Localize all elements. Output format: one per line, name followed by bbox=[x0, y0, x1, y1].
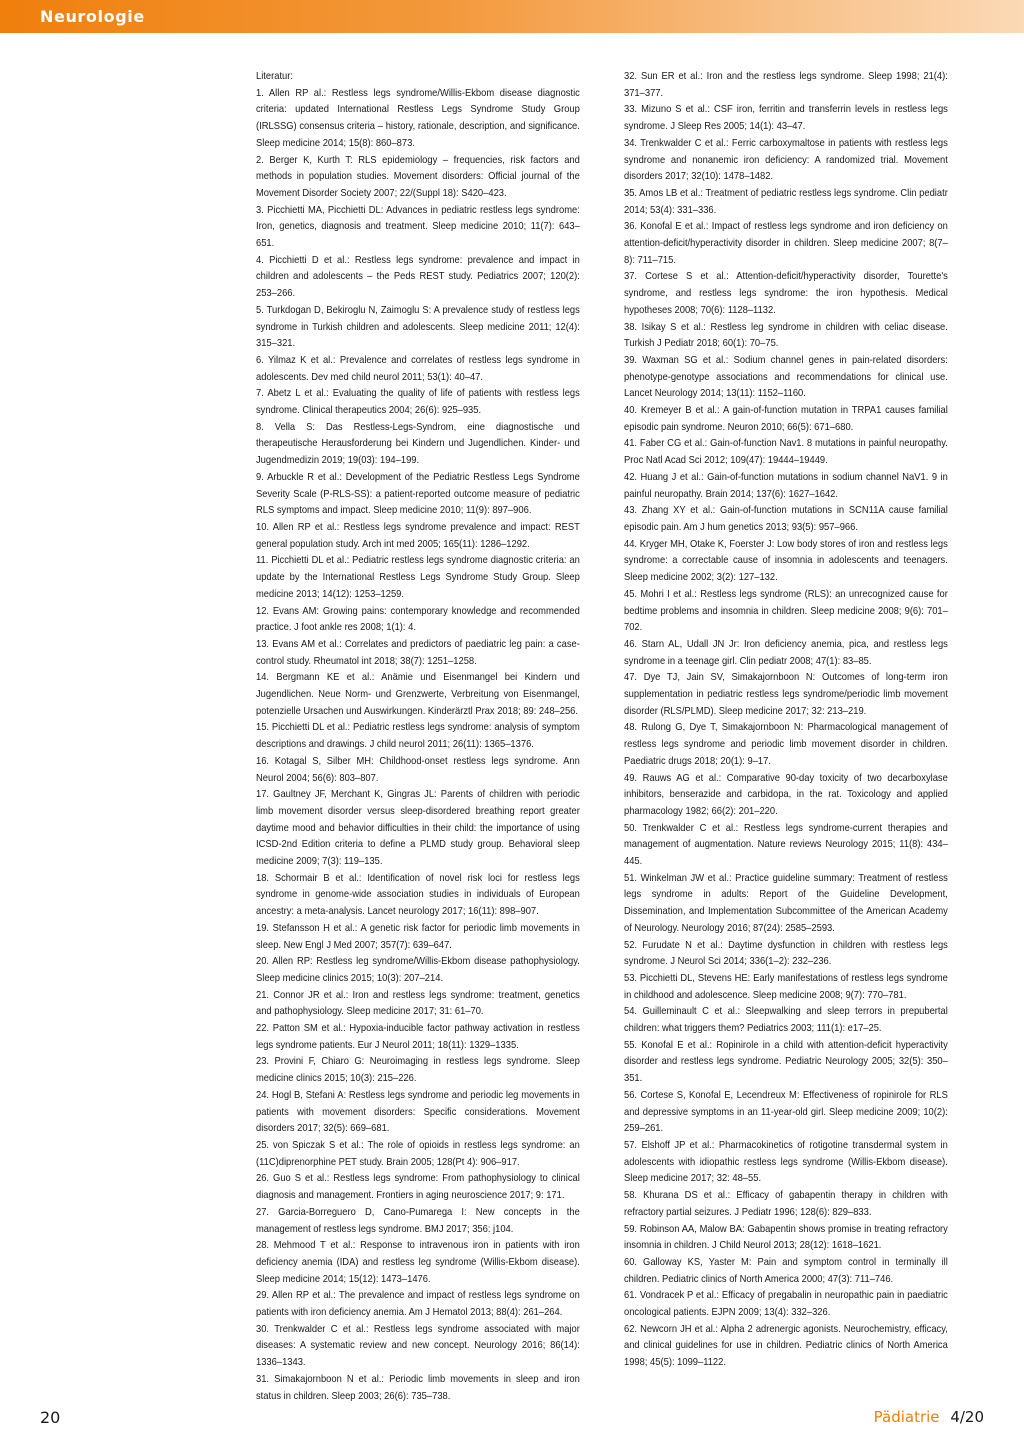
reference-item: 51. Winkelman JW et al.: Practice guideline summary: Treatment of restless legs syndrome in adults: Report of the Guideline Development, Dissemination, and Implementation Subcommittee of the American Academy of Neurology. Neurology 2016; 87(24): 2585–2593. bbox=[624, 872, 948, 934]
reference-item: 25. von Spiczak S et al.: The role of opioids in restless legs syndrome: an (11C)diprenorphine PET study. Brain 2005; 128(Pt 4): 906–917. bbox=[256, 1140, 580, 1168]
reference-item: 30. Trenkwalder C et al.: Restless legs syndrome associated with major diseases: A systematic review and new concept. Neurology 2016; 86(14): 1336–1343. bbox=[256, 1323, 580, 1369]
reference-item: 29. Allen RP et al.: The prevalence and impact of restless legs syndrome on patients with iron deficiency anemia. Am J Hematol 2013; 88(4): 261–264. bbox=[256, 1290, 580, 1319]
reference-item: 18. Schormair B et al.: Identification of novel risk loci for restless legs syndrome in genome-wide association studies in individuals of European ancestry: a meta-analysis. Lancet neurology 2017; 16(11): 898–907. bbox=[256, 872, 580, 918]
reference-item: 23. Provini F, Chiaro G: Neuroimaging in restless legs syndrome. Sleep medicine clinics 2015; 10(3): 215–226. bbox=[256, 1056, 580, 1085]
reference-item: 13. Evans AM et al.: Correlates and predictors of paediatric leg pain: a case-control study. Rheumatol int 2018; 38(7): 1251–1258. bbox=[256, 638, 580, 667]
reference-item: 37. Cortese S et al.: Attention-deficit/hyperactivity disorder, Tourette's syndrome, and restless legs syndrome: the iron hypothesis. Medical hypotheses 2008; 70(6): 1128–1132. bbox=[624, 271, 948, 316]
reference-item: 3. Picchietti MA, Picchietti DL: Advances in pediatric restless legs syndrome: Iron, genetics, diagnosis and treatment. Sleep medicine 2010; 11(7): 643–651. bbox=[256, 204, 580, 250]
reference-item: 36. Konofal E et al.: Impact of restless legs syndrome and iron deficiency on attention-deficit/hyperactivity disorder in children. Sleep medicine 2007; 8(7–8): 711–715. bbox=[624, 221, 948, 266]
reference-item: 21. Connor JR et al.: Iron and restless legs syndrome: treatment, genetics and pathophysiology. Sleep medicine 2017; 31: 61–70. bbox=[256, 989, 580, 1018]
reference-item: 27. Garcia-Borreguero D, Cano-Pumarega I: New concepts in the management of restless legs syndrome. BMJ 2017; 356: j104. bbox=[256, 1206, 580, 1235]
section-title: Neurologie bbox=[40, 7, 145, 26]
issue-number: 4/20 bbox=[950, 1408, 984, 1426]
reference-item: 31. Simakajornboon N et al.: Periodic limb movements in sleep and iron status in children. Sleep 2003; 26(6): 735–738. bbox=[256, 1373, 580, 1402]
reference-item: 9. Arbuckle R et al.: Development of the Pediatric Restless Legs Syndrome Severity Scale (P-RLS-SS): a patient-reported outcome measure of pediatric RLS symptoms and impact. Sleep medicine 2010; 11(9): 897–906. bbox=[256, 471, 580, 517]
reference-item: 34. Trenkwalder C et al.: Ferric carboxymaltose in patients with restless legs syndrome and nonanemic iron deficiency: A randomized trial. Movement disorders 2017; 32(10): 1478–1482. bbox=[624, 137, 948, 183]
reference-item: 32. Sun ER et al.: Iron and the restless legs syndrome. Sleep 1998; 21(4): 371–377. bbox=[624, 71, 948, 99]
reference-item: 59. Robinson AA, Malow BA: Gabapentin shows promise in treating refractory insomnia in children. J Child Neurol 2013; 28(12): 1618–1621. bbox=[624, 1223, 948, 1252]
reference-item: 49. Rauws AG et al.: Comparative 90-day toxicity of two decarboxylase inhibitors, benserazide and carbidopa, in the rat. Toxicology and applied pharmacology 1982; 66(2): 201–220. bbox=[624, 772, 948, 817]
reference-item: 57. Elshoff JP et al.: Pharmacokinetics of rotigotine transdermal system in adolescents with idiopathic restless legs syndrome (Willis-Ekbom disease). Sleep medicine 2017; 32: 48–55. bbox=[624, 1140, 948, 1185]
references-column-left bbox=[256, 69, 580, 1405]
reference-item: 6. Yilmaz K et al.: Prevalence and correlates of restless legs syndrome in adolescents. Dev med child neurol 2011; 53(1): 40–47. bbox=[256, 354, 580, 383]
reference-item: 60. Galloway KS, Yaster M: Pain and symptom control in terminally ill children. Pediatric clinics of North America 2000; 47(3): 711–746. bbox=[624, 1256, 948, 1285]
reference-item: 8. Vella S: Das Restless-Legs-Syndrom, eine diagnostische und therapeutische Herausforderung bei Kindern und Jugendlichen. Kinder- und Jugendmedizin 2019; 19(03): 194–199. bbox=[256, 421, 580, 467]
reference-item: 11. Picchietti DL et al.: Pediatric restless legs syndrome diagnostic criteria: an update by the International Restless Legs Syndrome Study Group. Sleep medicine 2013; 14(12): 1253–1259. bbox=[256, 555, 580, 600]
reference-item: 54. Guilleminault C et al.: Sleepwalking and sleep terrors in prepubertal children: what triggers them? Pediatrics 2003; 111(1): e17–25. bbox=[624, 1006, 948, 1035]
reference-item: 53. Picchietti DL, Stevens HE: Early manifestations of restless legs syndrome in childhood and adolescence. Sleep medicine 2008; 9(7): 770–781. bbox=[624, 972, 948, 1001]
reference-item: 48. Rulong G, Dye T, Simakajornboon N: Pharmacological management of restless legs syndrome and periodic limb movement disorder in children. Paediatric drugs 2018; 20(1): 9–17. bbox=[624, 722, 948, 767]
reference-item: 42. Huang J et al.: Gain-of-function mutations in sodium channel NaV1. 9 in painful neuropathy. Brain 2014; 137(6): 1627–1642. bbox=[624, 471, 948, 500]
reference-item: 58. Khurana DS et al.: Efficacy of gabapentin therapy in children with refractory partial seizures. J Pediatr 1996; 128(6): 829–833. bbox=[624, 1190, 948, 1218]
reference-item: 4. Picchietti D et al.: Restless legs syndrome: prevalence and impact in children and adolescents – the Peds REST study. Pediatrics 2007; 120(2): 253–266. bbox=[256, 254, 580, 300]
reference-item: 47. Dye TJ, Jain SV, Simakajornboon N: Outcomes of long-term iron supplementation in pediatric restless legs syndrome/periodic limb movement disorder (RLS/PLMD). Sleep medicine 2017; 32: 213–219. bbox=[624, 672, 948, 717]
reference-item: 7. Abetz L et al.: Evaluating the quality of life of patients with restless legs syndrome. Clinical therapeutics 2004; 26(6): 925–935. bbox=[256, 388, 580, 417]
reference-item: 33. Mizuno S et al.: CSF iron, ferritin and transferrin levels in restless legs syndrome. J Sleep Res 2005; 14(1): 43–47. bbox=[624, 104, 948, 133]
reference-item: 52. Furudate N et al.: Daytime dysfunction in children with restless legs syndrome. J Neurol Sci 2014; 336(1–2): 232–236. bbox=[624, 939, 948, 968]
reference-item: 50. Trenkwalder C et al.: Restless legs syndrome-current therapies and management of augmentation. Nature reviews Neurology 2015; 11(8): 434–445. bbox=[624, 822, 948, 868]
reference-item: 28. Mehmood T et al.: Response to intravenous iron in patients with iron deficiency anemia (IDA) and restless leg syndrome (Willis-Ekbom disease). Sleep medicine 2014; 15(12): 1473–1476. bbox=[256, 1240, 580, 1285]
reference-item: 17. Gaultney JF, Merchant K, Gingras JL: Parents of children with periodic limb movement disorder versus sleep-disordered breathing report greater daytime mood and behavior difficulties in their child: the importance of using ICSD-2nd Edition criteria to define a PLMD study group. Behavioral sleep medicine 2009; 7(3): 119–135. bbox=[256, 789, 580, 868]
reference-item: 38. Isikay S et al.: Restless leg syndrome in children with celiac disease. Turkish J Pediatr 2018; 60(1): 70–75. bbox=[624, 321, 948, 350]
reference-item: 20. Allen RP: Restless leg syndrome/Willis-Ekbom disease pathophysiology. Sleep medicine clinics 2015; 10(3): 207–214. bbox=[256, 956, 580, 984]
reference-item: 24. Hogl B, Stefani A: Restless legs syndrome and periodic leg movements in patients with movement disorders: Specific considerations. Movement disorders 2017; 32(5): 669–681. bbox=[256, 1089, 580, 1135]
reference-item: 55. Konofal E et al.: Ropinirole in a child with attention-deficit hyperactivity disorder and restless legs syndrome. Pediatric Neurology 2005; 32(5): 350–351. bbox=[624, 1039, 948, 1085]
reference-item: 1. Allen RP al.: Restless legs syndrome/Willis-Ekbom disease diagnostic criteria: updated International Restless Legs Syndrome Study Group (IRLSSG) consensus criteria – history, rationale, description, and significance. Sleep medicine 2014; 15(8): 860–873. bbox=[256, 87, 580, 149]
reference-item: 61. Vondracek P et al.: Efficacy of pregabalin in neuropathic pain in paediatric oncological patients. EJPN 2009; 13(4): 332–326. bbox=[624, 1290, 948, 1319]
reference-item: 14. Bergmann KE et al.: Anämie und Eisenmangel bei Kindern und Jugendlichen. Neue Norm- und Grenzwerte, Verbreitung von Eisenmangel, potenzielle Ursachen und Auswirkungen. Kinderärztl Prax 2018; 89: 248–256. bbox=[256, 672, 580, 717]
page-number: 20 bbox=[40, 1408, 61, 1427]
reference-item: 40. Kremeyer B et al.: A gain-of-function mutation in TRPA1 causes familial episodic pain syndrome. Neuron 2010; 66(5): 671–680. bbox=[624, 405, 948, 433]
references-column-right bbox=[624, 69, 948, 1372]
magazine-name: Pädiatrie bbox=[873, 1408, 940, 1426]
reference-item: 15. Picchietti DL et al.: Pediatric restless legs syndrome: analysis of symptom descriptions and drawings. J child neurol 2011; 26(11): 1365–1376. bbox=[256, 722, 580, 751]
reference-item: 41. Faber CG et al.: Gain-of-function Nav1. 8 mutations in painful neuropathy. Proc Natl Acad Sci 2012; 109(47): 19444–19449. bbox=[624, 438, 948, 467]
reference-item: 46. Starn AL, Udall JN Jr: Iron deficiency anemia, pica, and restless legs syndrome in a teenage girl. Clin pediatr 2008; 47(1): 83–85. bbox=[624, 638, 948, 667]
section-header-bar bbox=[0, 0, 1024, 33]
reference-item: 45. Mohri I et al.: Restless legs syndrome (RLS): an unrecognized cause for bedtime problems and insomnia in children. Sleep medicine 2008; 9(6): 701–702. bbox=[624, 588, 948, 634]
reference-item: 12. Evans AM: Growing pains: contemporary knowledge and recommended practice. J foot ankle res 2008; 1(1): 4. bbox=[256, 605, 580, 634]
references-heading: Literatur: bbox=[256, 71, 293, 82]
reference-item: 39. Waxman SG et al.: Sodium channel genes in pain-related disorders: phenotype-genotype associations and recommendations for clinical use. Lancet Neurology 2014; 13(11): 1152–1160. bbox=[624, 354, 948, 400]
reference-item: 43. Zhang XY et al.: Gain-of-function mutations in SCN11A cause familial episodic pain. Am J hum genetics 2013; 93(5): 957–966. bbox=[624, 505, 948, 533]
footer-publication bbox=[874, 1408, 984, 1426]
reference-item: 56. Cortese S, Konofal E, Lecendreux M: Effectiveness of ropinirole for RLS and depressive symptoms in an 11-year-old girl. Sleep medicine 2009; 10(2): 259–261. bbox=[624, 1089, 948, 1135]
reference-item: 19. Stefansson H et al.: A genetic risk factor for periodic limb movements in sleep. New Engl J Med 2007; 357(7): 639–647. bbox=[256, 922, 580, 951]
reference-item: 5. Turkdogan D, Bekiroglu N, Zaimoglu S: A prevalence study of restless legs syndrome in Turkish children and adolescents. Sleep medicine 2011; 12(4): 315–321. bbox=[256, 304, 580, 350]
reference-item: 10. Allen RP et al.: Restless legs syndrome prevalence and impact: REST general population study. Arch int med 2005; 165(11): 1286–1292. bbox=[256, 521, 580, 550]
reference-item: 44. Kryger MH, Otake K, Foerster J: Low body stores of iron and restless legs syndrome: a correctable cause of insomnia in adolescents and teenagers. Sleep medicine 2002; 3(2): 127–132. bbox=[624, 538, 948, 584]
reference-item: 22. Patton SM et al.: Hypoxia-inducible factor pathway activation in restless legs syndrome patients. Eur J Neurol 2011; 18(11): 1329–1335. bbox=[256, 1023, 580, 1051]
reference-item: 16. Kotagal S, Silber MH: Childhood-onset restless legs syndrome. Ann Neurol 2004; 56(6): 803–807. bbox=[256, 755, 580, 784]
reference-item: 62. Newcorn JH et al.: Alpha 2 adrenergic agonists. Neurochemistry, efficacy, and clinical guidelines for use in children. Pediatric clinics of North America 1998; 45(5): 1099–1122. bbox=[624, 1323, 948, 1369]
reference-item: 2. Berger K, Kurth T: RLS epidemiology – frequencies, risk factors and methods in population studies. Movement disorders: Official journal of the Movement Disorder Society 2007; 22/(Suppl 18): S420–423. bbox=[256, 154, 580, 199]
reference-item: 26. Guo S et al.: Restless legs syndrome: From pathophysiology to clinical diagnosis and management. Frontiers in aging neuroscience 2017; 9: 171. bbox=[256, 1173, 580, 1202]
reference-item: 35. Amos LB et al.: Treatment of pediatric restless legs syndrome. Clin pediatr 2014; 53(4): 331–336. bbox=[624, 187, 948, 216]
